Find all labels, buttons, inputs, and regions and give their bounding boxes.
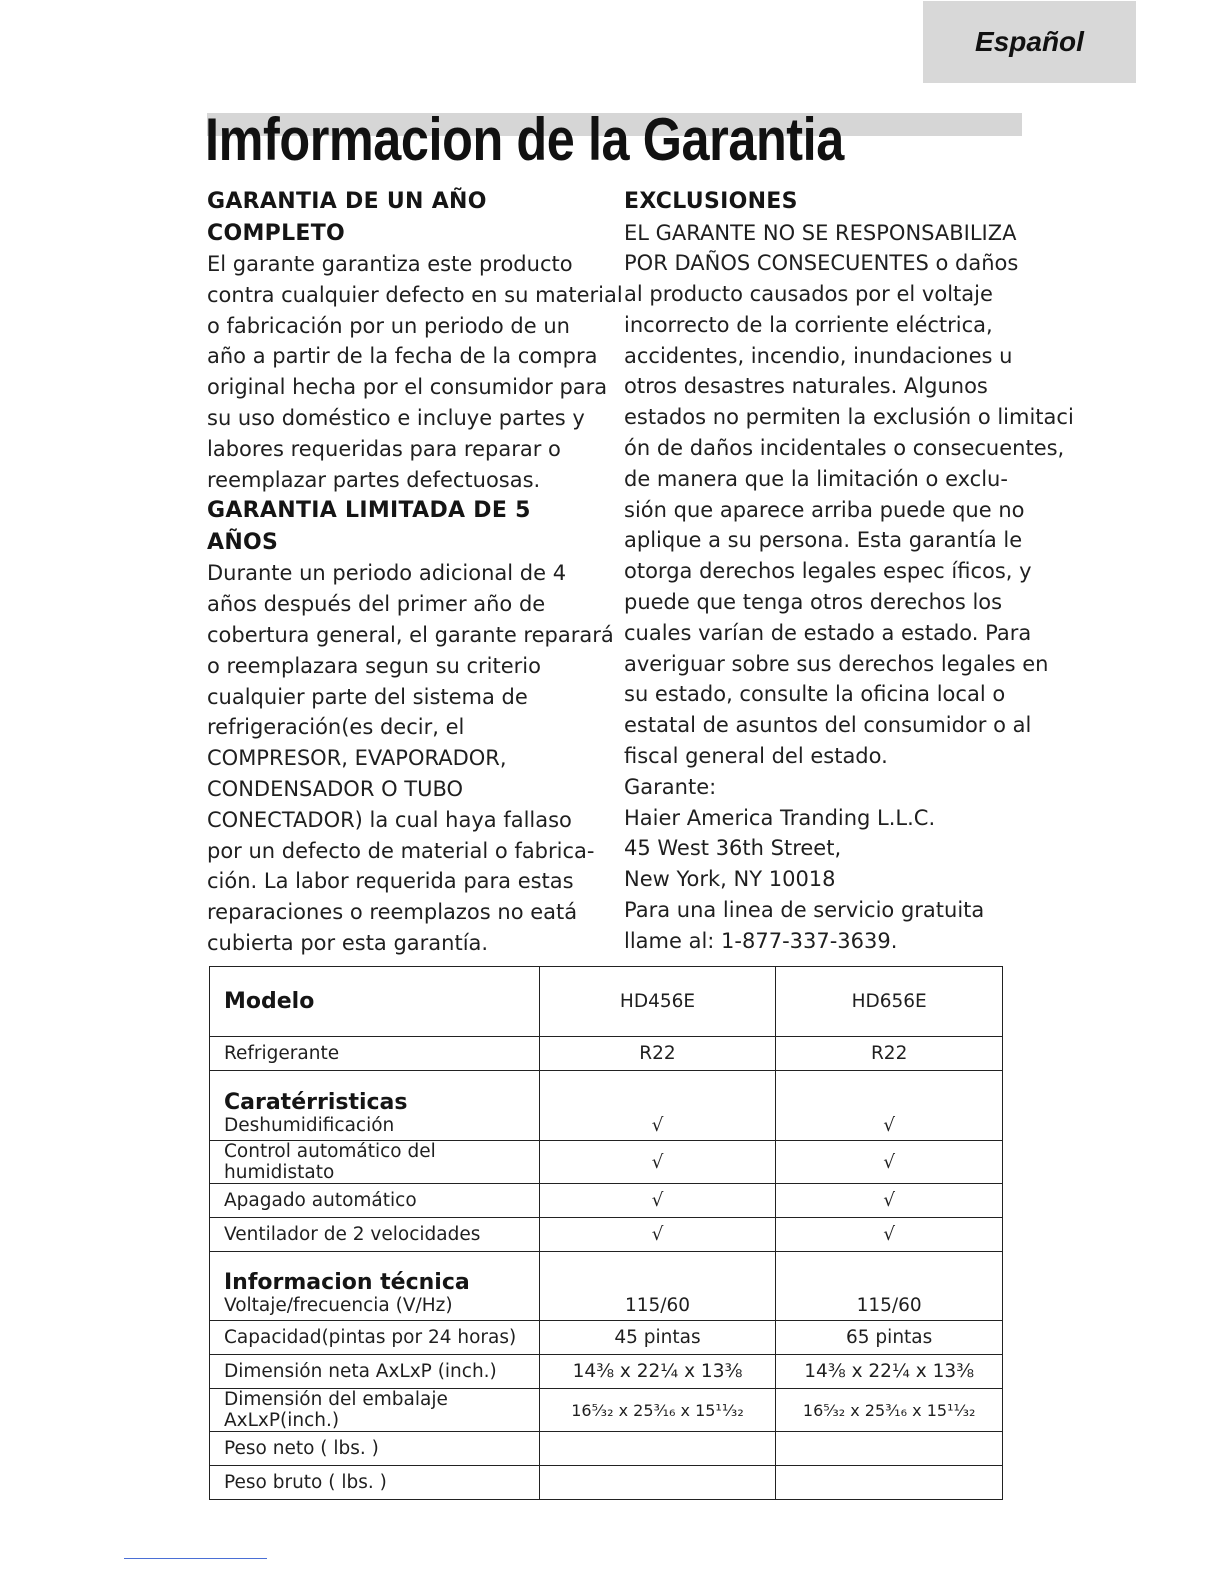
text-line: cualquier parte del sistema de: [207, 684, 528, 709]
text-line: New York, NY 10018: [624, 867, 836, 892]
table-row: [210, 1355, 1003, 1389]
row-value: 16⁵⁄₃₂ x 25³⁄₁₆ x 15¹¹⁄₃₂: [539, 1389, 776, 1432]
text-line: o reemplazara segun su criterio: [207, 653, 541, 678]
exclusions-text: [624, 218, 1074, 957]
check-value: √: [776, 1218, 1003, 1252]
row-value: 16⁵⁄₃₂ x 25³⁄₁₆ x 15¹¹⁄₃₂: [776, 1389, 1003, 1432]
row-value: 14⅜ x 22¼ x 13⅜: [539, 1355, 776, 1389]
left-column: [207, 186, 623, 959]
row-value: [539, 1432, 776, 1466]
text-line: averiguar sobre sus derechos legales en: [624, 651, 1049, 676]
text-line: POR DAÑOS CONSECUENTES o daños: [624, 251, 1019, 276]
row-value: [776, 1466, 1003, 1500]
table-row: [210, 1218, 1003, 1252]
model-label: Modelo: [224, 989, 315, 1014]
text-line: su estado, consulte la oficina local o: [624, 682, 1006, 707]
row-value: [539, 1466, 776, 1500]
specs-table: [209, 966, 1003, 1500]
text-line: CONDENSADOR O TUBO: [207, 776, 464, 801]
row-value: 14⅜ x 22¼ x 13⅜: [776, 1355, 1003, 1389]
row-value: 115/60: [539, 1252, 776, 1321]
text-line: 45 West 36th Street,: [624, 836, 842, 861]
check-value: √: [539, 1218, 776, 1252]
row-label: Dimensión del embalaje AxLxP(inch.): [210, 1389, 540, 1432]
text-line: sión que aparece arriba puede que no: [624, 497, 1025, 522]
table-row: [210, 1389, 1003, 1432]
row-label: Peso bruto ( lbs. ): [210, 1466, 540, 1500]
text-line: El garante garantiza este producto: [207, 252, 573, 276]
row-label: Refrigerante: [210, 1037, 540, 1071]
check-value: √: [539, 1071, 776, 1141]
text-line: reparaciones o reemplazos no eatá: [207, 900, 578, 925]
text-line: cobertura general, el garante reparará: [207, 622, 614, 647]
text-line: años después del primer año de: [207, 592, 546, 617]
text-line: ción. La labor requerida para estas: [207, 869, 574, 894]
row-label: Apagado automático: [210, 1184, 540, 1218]
text-line: Garante:: [624, 774, 717, 799]
row-value: R22: [539, 1037, 776, 1071]
text-line: fiscal general del estado.: [624, 744, 888, 769]
text-line: contra cualquier defecto en su material: [207, 282, 623, 307]
model-cell: HD456E: [539, 967, 776, 1037]
row-value: 45 pintas: [539, 1321, 776, 1355]
text-line: reemplazar partes defectuosas.: [207, 467, 541, 492]
text-line: año a partir de la fecha de la compra: [207, 344, 598, 369]
row-label-text: Deshumidificación: [224, 1115, 395, 1136]
model-label-cell: [210, 967, 540, 1037]
heading-line: COMPLETO: [207, 220, 346, 246]
row-label: Control automático del humidistato: [210, 1141, 540, 1184]
text-line: COMPRESOR, EVAPORADOR,: [207, 746, 507, 771]
text-line: otros desastres naturales. Algunos: [624, 374, 988, 399]
text-line: su uso doméstico e incluye partes y: [207, 405, 585, 430]
text-line: EL GARANTE NO SE RESPONSABILIZA: [624, 220, 1017, 245]
text-line: de manera que la limitación o exclu-: [624, 466, 1008, 491]
heading-line: GARANTIA LIMITADA DE 5: [207, 498, 531, 524]
features-heading: Caratérristicas: [224, 1090, 408, 1115]
text-line: original hecha por el consumidor para: [207, 375, 608, 400]
text-line: cubierta por esta garantía.: [207, 930, 489, 955]
tech-heading: Informacion técnica: [224, 1270, 470, 1295]
language-tab-label: Español: [975, 26, 1084, 57]
row-value: 115/60: [776, 1252, 1003, 1321]
text-line: aplique a su persona. Esta garantía le: [624, 528, 1023, 553]
text-line: estados no permiten la exclusión o limitaci: [624, 405, 1074, 430]
table-row: [210, 1252, 1003, 1321]
text-line: refrigeración(es decir, el: [207, 715, 465, 740]
table-row: [210, 1141, 1003, 1184]
text-line: cuales varían de estado a estado. Para: [624, 620, 1032, 645]
row-label: [210, 1071, 540, 1141]
check-value: √: [539, 1141, 776, 1184]
text-line: accidentes, incendio, inundaciones u: [624, 343, 1013, 368]
exclusions-heading: EXCLUSIONES: [624, 189, 798, 214]
text-line: Durante un periodo adicional de 4: [207, 561, 567, 586]
table-row: [210, 1037, 1003, 1071]
row-label: Dimensión neta AxLxP (inch.): [210, 1355, 540, 1389]
text-line: ón de daños incidentales o consecuentes,: [624, 436, 1065, 461]
text-line: al producto causados por el voltaje: [624, 282, 993, 307]
footer-rule: [124, 1558, 267, 1559]
page-title: Imformacion de la Garantia: [205, 106, 844, 173]
text-line: Haier America Tranding L.L.C.: [624, 805, 936, 830]
text-line: Para una linea de servicio gratuita: [624, 898, 985, 923]
language-tab: [923, 1, 1136, 83]
text-line: CONECTADOR) la cual haya fallaso: [207, 807, 572, 832]
full-warranty-heading: [207, 186, 592, 249]
limited-warranty-text: [207, 558, 614, 958]
check-value: √: [776, 1071, 1003, 1141]
model-cell: HD656E: [776, 967, 1003, 1037]
full-warranty-text: [207, 249, 623, 495]
heading-line: GARANTIA DE UN AÑO: [207, 189, 487, 214]
right-column: [624, 186, 1074, 957]
check-value: √: [776, 1141, 1003, 1184]
limited-warranty-heading: [207, 495, 592, 558]
text-line: llame al: 1-877-337-3639.: [624, 928, 898, 953]
row-label: Peso neto ( lbs. ): [210, 1432, 540, 1466]
row-label-text: Voltaje/frecuencia (V/Hz): [224, 1295, 453, 1316]
row-value: 65 pintas: [776, 1321, 1003, 1355]
text-line: estatal de asuntos del consumidor o al: [624, 713, 1032, 738]
table-row: [210, 1184, 1003, 1218]
text-line: puede que tenga otros derechos los: [624, 590, 1003, 615]
row-label: Ventilador de 2 velocidades: [210, 1218, 540, 1252]
row-label: Capacidad(pintas por 24 horas): [210, 1321, 540, 1355]
heading-line: AÑOS: [207, 529, 279, 555]
row-value: [776, 1432, 1003, 1466]
check-value: √: [539, 1184, 776, 1218]
row-value: R22: [776, 1037, 1003, 1071]
table-row: [210, 1466, 1003, 1500]
table-row: [210, 1432, 1003, 1466]
text-line: labores requeridas para reparar o: [207, 436, 561, 461]
table-row: [210, 1071, 1003, 1141]
table-row: [210, 967, 1003, 1037]
text-line: otorga derechos legales espec íficos, y: [624, 559, 1032, 584]
table-row: [210, 1321, 1003, 1355]
row-label: [210, 1252, 540, 1321]
text-line: incorrecto de la corriente eléctrica,: [624, 312, 993, 337]
text-line: por un defecto de material o fabrica-: [207, 838, 595, 863]
text-line: o fabricación por un periodo de un: [207, 313, 570, 338]
check-value: √: [776, 1184, 1003, 1218]
